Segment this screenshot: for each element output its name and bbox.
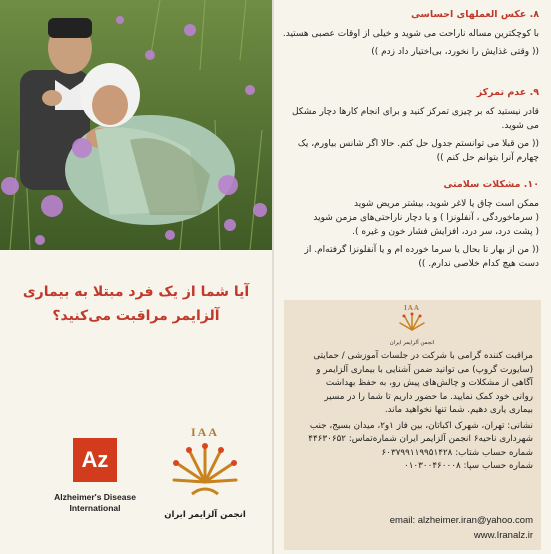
section-quote-line: (( من از بهار تا بحال یا سرما خورده ام و یا آنفلونزا گرفته‌ام. از (304, 245, 539, 255)
iaa-logo (150, 425, 260, 520)
section-heading: ۸. عکس العملهای احساسی (410, 9, 539, 20)
section-body-line: ( پشت درد، سر درد، افزایش فشار خون و غیره ). (352, 227, 539, 237)
panel-divider (272, 0, 274, 554)
section-emotional-reactions (281, 8, 539, 59)
box-body-line: آگاهی از مشکلات و چالش‌های پیش رو، به حفظ بهداشت (325, 378, 533, 388)
section-heading: ۱۰. مشکلات سلامتی (443, 179, 539, 190)
adi-mark: Az (73, 438, 117, 482)
address-line: شماره حساب سپا: ۰۱۰۳۰۰۴۶۰۰۰۸ (403, 461, 533, 471)
section-body-line: ممکن است چاق یا لاغر شوید، بیشتر مریض شوید (354, 199, 539, 209)
box-body-line: روانی خود کمک نمایید. ما حضور داریم تا شما را در مسیر (324, 391, 533, 402)
adi-name (40, 492, 150, 514)
caregiver-info-box (284, 300, 541, 550)
email-link[interactable]: email: alzheimer.iran@yahoo.com (389, 515, 533, 526)
box-body (293, 350, 533, 474)
headline-line-1: آیا شما از یک فرد مبتلا به بیماری (22, 284, 250, 300)
adi-logo (40, 438, 150, 514)
address-line: نشانی: تهران، شهرک اکباتان، بین فاز ۱و۲، میدان بسیج، جنب (309, 420, 533, 431)
section-heading: ۹. عدم تمرکز (476, 87, 539, 98)
adi-name-line-1: Alzheimer's Disease (54, 492, 136, 502)
box-body-line: مراقبت کننده گرامی با شرکت در جلسات آموزشی / حمایتی (313, 351, 533, 361)
section-health-problems (281, 178, 539, 271)
address-line: شماره حساب شتاب: ۶۰۳۷۹۹۱۱۹۹۵۱۴۲۸ (381, 447, 533, 458)
headline (8, 280, 264, 328)
address-line: شهرداری ناحیه۶ انجمن آلزایمر ایران شماره‌تماس: ۴۴۶۳۰۶۵۲ (308, 434, 533, 444)
box-iaa-emblem-icon (397, 312, 427, 336)
box-body-line: (سایورت گروپ) می توانید ضمن آشنایی با بیماری آلزایمر و (316, 364, 533, 375)
section-quote-line: دست هیچ کدام خلاصی ندارم. )) (418, 259, 539, 269)
elderly-couple-photo (0, 0, 272, 250)
box-logo-title: IAA (404, 304, 420, 312)
box-body-line: بیماری یاری دهیم. شما تنها نخواهید ماند. (384, 405, 533, 415)
box-contact (293, 513, 533, 543)
adi-name-line-2: International (69, 503, 121, 513)
section-lack-of-focus (281, 86, 539, 165)
iaa-org-name: انجمن آلزایمر ایران (164, 510, 246, 520)
box-logo-org: انجمن آلزایمر ایران (389, 340, 435, 346)
section-quote: (( من قبلا می توانستم جدول حل کنم. حالا اگر شانس بیاورم، یک چهارم آنرا بتوانم حل کنم )) (297, 139, 539, 163)
headline-line-2: آلزایمر مراقبت می‌کنید؟ (52, 308, 220, 324)
website-link[interactable]: www.Iranalz.ir (473, 530, 533, 541)
section-quote: (( وقتی غذایش را نخورد، بی‌اختیار داد زدم )) (371, 47, 539, 57)
section-body: با کوچکترین مساله ناراحت می شوید و خیلی از اوقات عصبی هستید. (282, 29, 539, 39)
box-iaa-logo (384, 304, 440, 346)
section-body: قادر نیستید که بر چیزی تمرکز کنید و برای انجام کارها دچار مشکل می شوید. (291, 107, 539, 131)
section-body-line: ( سرماخوردگی ، آنفلونزا ) و یا دچار ناراحتی‌های مزمن شوید (313, 213, 539, 223)
iaa-emblem-icon (170, 440, 240, 502)
iaa-title: IAA (190, 425, 219, 439)
